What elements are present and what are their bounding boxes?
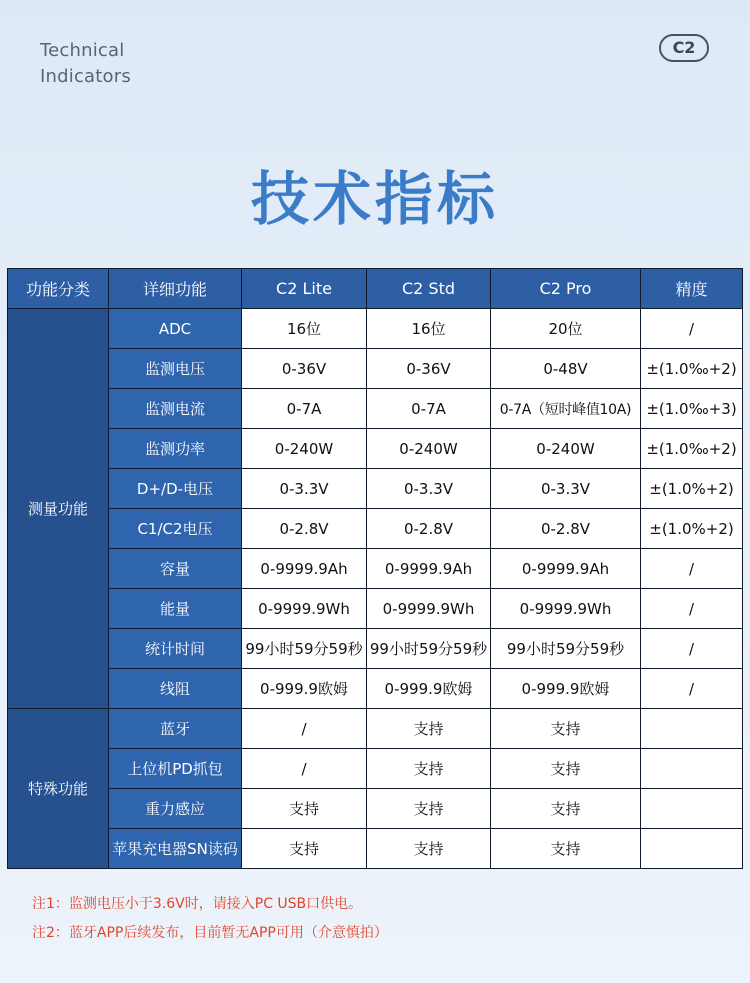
c2-lite-cell: 0-3.3V [242, 469, 367, 509]
table-row [8, 589, 743, 629]
header-category: 功能分类 [8, 269, 109, 309]
table-row [8, 789, 743, 829]
table-row [8, 549, 743, 589]
feature-cell: 重力感应 [109, 789, 242, 829]
table-row [8, 669, 743, 709]
table-row [8, 749, 743, 789]
c2-pro-cell: 0-3.3V [491, 469, 641, 509]
category-cell: 特殊功能 [8, 709, 109, 869]
precision-cell: ±(1.0%+2) [641, 509, 743, 549]
tagline-line-1: Technical [40, 40, 125, 61]
c2-std-cell: 0-999.9欧姆 [367, 669, 491, 709]
feature-cell: 监测电流 [109, 389, 242, 429]
table-row [8, 429, 743, 469]
c2-lite-cell: 0-7A [242, 389, 367, 429]
c2-lite-cell: 支持 [242, 789, 367, 829]
feature-cell: 苹果充电器SN读码 [109, 829, 242, 869]
c2-pro-cell: 支持 [491, 829, 641, 869]
feature-cell: 能量 [109, 589, 242, 629]
category-cell: 测量功能 [8, 309, 109, 709]
c2-pro-cell: 0-2.8V [491, 509, 641, 549]
tagline-line-2: Indicators [40, 66, 131, 87]
table-body [8, 309, 743, 869]
precision-cell: / [641, 629, 743, 669]
c2-pro-cell: 0-999.9欧姆 [491, 669, 641, 709]
c2-std-cell: 0-36V [367, 349, 491, 389]
page-title: 技术指标 [250, 165, 499, 233]
precision-cell [641, 749, 743, 789]
table-row [8, 509, 743, 549]
feature-cell: 线阻 [109, 669, 242, 709]
c2-pro-cell: 0-7A（短时峰值10A) [491, 389, 641, 429]
table-row [8, 829, 743, 869]
feature-cell: 统计时间 [109, 629, 242, 669]
c2-std-cell: 0-9999.9Ah [367, 549, 491, 589]
precision-cell [641, 829, 743, 869]
precision-cell [641, 709, 743, 749]
c2-lite-cell: 0-2.8V [242, 509, 367, 549]
feature-cell: 容量 [109, 549, 242, 589]
header-c2-lite: C2 Lite [242, 269, 367, 309]
feature-cell: D+/D-电压 [109, 469, 242, 509]
c2-lite-cell: 0-999.9欧姆 [242, 669, 367, 709]
c2-std-cell: 支持 [367, 829, 491, 869]
feature-cell: 上位机PD抓包 [109, 749, 242, 789]
c2-pro-cell: 0-48V [491, 349, 641, 389]
precision-cell: ±(1.0‰+3) [641, 389, 743, 429]
c2-pro-cell: 99小时59分59秒 [491, 629, 641, 669]
table-row [8, 389, 743, 429]
precision-cell: / [641, 589, 743, 629]
header-c2-std: C2 Std [367, 269, 491, 309]
precision-cell [641, 789, 743, 829]
c2-std-cell: 0-240W [367, 429, 491, 469]
c2-std-cell: 0-2.8V [367, 509, 491, 549]
c2-lite-cell: 0-9999.9Ah [242, 549, 367, 589]
c2-pro-cell: 20位 [491, 309, 641, 349]
note-2: 注2：蓝牙APP后续发布，目前暂无APP可用（介意慎拍） [32, 925, 388, 941]
note-1: 注1：监测电压小于3.6V时，请接入PC USB口供电。 [32, 896, 363, 912]
c2-pro-cell: 支持 [491, 789, 641, 829]
precision-cell: ±(1.0%+2) [641, 469, 743, 509]
table-header-row [8, 269, 743, 309]
c2-pro-cell: 0-9999.9Ah [491, 549, 641, 589]
table-row [8, 349, 743, 389]
c2-std-cell: 支持 [367, 749, 491, 789]
c2-std-cell: 0-7A [367, 389, 491, 429]
c2-std-cell: 16位 [367, 309, 491, 349]
c2-std-cell: 支持 [367, 709, 491, 749]
c2-lite-cell: 支持 [242, 829, 367, 869]
c2-lite-cell: 99小时59分59秒 [242, 629, 367, 669]
feature-cell: 监测功率 [109, 429, 242, 469]
c2-std-cell: 99小时59分59秒 [367, 629, 491, 669]
c2-pro-cell: 0-240W [491, 429, 641, 469]
feature-cell: ADC [109, 309, 242, 349]
c2-pro-cell: 支持 [491, 749, 641, 789]
header-c2-pro: C2 Pro [491, 269, 641, 309]
c2-lite-cell: 0-9999.9Wh [242, 589, 367, 629]
spec-table [7, 268, 743, 869]
table-row [8, 629, 743, 669]
feature-cell: C1/C2电压 [109, 509, 242, 549]
header-tagline [40, 38, 131, 90]
c2-pro-cell: 0-9999.9Wh [491, 589, 641, 629]
c2-std-cell: 0-3.3V [367, 469, 491, 509]
feature-cell: 蓝牙 [109, 709, 242, 749]
feature-cell: 监测电压 [109, 349, 242, 389]
notes [32, 890, 388, 948]
table-row [8, 709, 743, 749]
model-badge: C2 [659, 34, 709, 62]
c2-lite-cell: / [242, 749, 367, 789]
header-feature: 详细功能 [109, 269, 242, 309]
precision-cell: ±(1.0‰+2) [641, 349, 743, 389]
precision-cell: / [641, 669, 743, 709]
table-row [8, 469, 743, 509]
c2-lite-cell: 0-240W [242, 429, 367, 469]
c2-std-cell: 0-9999.9Wh [367, 589, 491, 629]
c2-lite-cell: 0-36V [242, 349, 367, 389]
header-precision: 精度 [641, 269, 743, 309]
precision-cell: / [641, 309, 743, 349]
precision-cell: ±(1.0‰+2) [641, 429, 743, 469]
table-row [8, 309, 743, 349]
c2-std-cell: 支持 [367, 789, 491, 829]
c2-lite-cell: / [242, 709, 367, 749]
c2-pro-cell: 支持 [491, 709, 641, 749]
c2-lite-cell: 16位 [242, 309, 367, 349]
precision-cell: / [641, 549, 743, 589]
